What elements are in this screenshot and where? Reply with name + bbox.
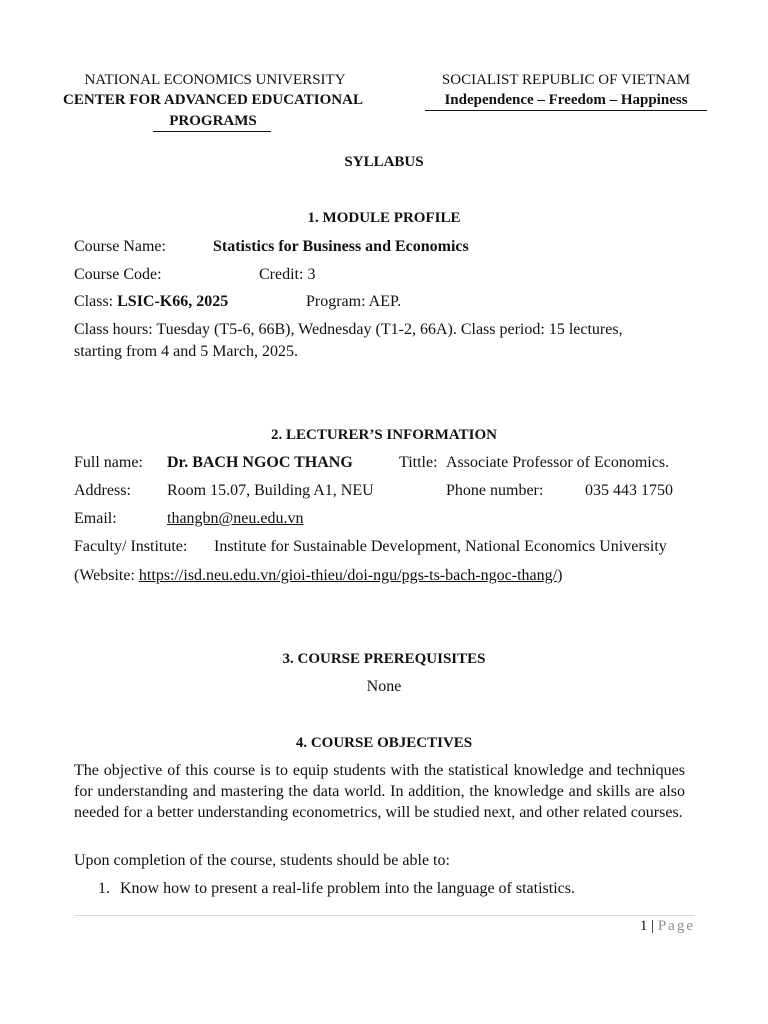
program: Program: AEP.: [306, 293, 402, 310]
page-number: 1: [639, 918, 648, 934]
course-name-label: Course Name:: [74, 238, 166, 255]
section-heading-module-profile: 1. MODULE PROFILE: [307, 210, 461, 226]
list-item-text: Know how to present a real-life problem into the language of statistics.: [120, 880, 575, 897]
class-row: [74, 293, 228, 311]
phone-label: Phone number:: [446, 482, 544, 499]
class-label: Class:: [74, 293, 118, 310]
phone-value: 035 443 1750: [585, 482, 673, 499]
section-heading-lecturer: 2. LECTURER’S INFORMATION: [271, 427, 497, 443]
website-suffix: ): [557, 567, 563, 584]
faculty-label: Faculty/ Institute:: [74, 538, 188, 555]
address-label: Address:: [74, 482, 131, 499]
center-name: CENTER FOR ADVANCED EDUCATIONAL: [63, 92, 363, 108]
university-name: NATIONAL ECONOMICS UNIVERSITY: [84, 72, 346, 88]
course-code-label: Course Code:: [74, 266, 162, 283]
email-link[interactable]: thangbn@neu.edu.vn: [167, 510, 304, 527]
objectives-intro: Upon completion of the course, students should be able to:: [74, 852, 450, 869]
page-footer: [640, 918, 695, 935]
website-prefix: (Website:: [74, 567, 139, 584]
website-link[interactable]: https://isd.neu.edu.vn/gioi-thieu/doi-ngu/pgs-ts-bach-ngoc-thang/: [138, 567, 558, 584]
full-name-label: Full name:: [74, 454, 143, 471]
page-separator: |: [651, 918, 655, 934]
motto: Independence – Freedom – Happiness: [444, 92, 688, 108]
prerequisites-value: None: [366, 678, 402, 695]
class-hours-line-2: starting from 4 and 5 March, 2025.: [74, 343, 298, 360]
class-value: LSIC-K66, 2025: [117, 293, 229, 310]
footer-divider: [74, 915, 695, 916]
section-heading-objectives: 4. COURSE OBJECTIVES: [295, 735, 473, 751]
title-value: Associate Professor of Economics.: [446, 454, 670, 471]
country-name: SOCIALIST REPUBLIC OF VIETNAM: [441, 72, 691, 88]
course-name-value: Statistics for Business and Economics: [213, 238, 469, 255]
credit: Credit: 3: [259, 266, 316, 283]
website-row: [74, 567, 562, 585]
address-value: Room 15.07, Building A1, NEU: [167, 482, 374, 499]
class-hours-line-1: Class hours: Tuesday (T5-6, 66B), Wednesday (T1-2, 66A). Class period: 15 lectures,: [74, 321, 623, 338]
right-header-underline: [425, 110, 707, 111]
title-label: Tittle:: [399, 454, 438, 471]
left-header-underline: [153, 131, 271, 132]
section-heading-prerequisites: 3. COURSE PREREQUISITES: [282, 651, 486, 667]
objectives-paragraph: The objective of this course is to equip students with the statistical knowledge and techniques for understanding and mastering the data world. In addition, the knowledge and skills are also needed for a better understanding econometrics, will be studied next, and other related courses.: [74, 762, 685, 821]
list-item-number: 1.: [98, 880, 110, 897]
email-label: Email:: [74, 510, 117, 527]
page-word: Page: [657, 918, 695, 934]
full-name-value: Dr. BACH NGOC THANG: [167, 454, 353, 471]
page-title: SYLLABUS: [344, 154, 424, 170]
center-name-cont: PROGRAMS: [169, 113, 257, 129]
faculty-value: Institute for Sustainable Development, National Economics University: [214, 538, 667, 555]
